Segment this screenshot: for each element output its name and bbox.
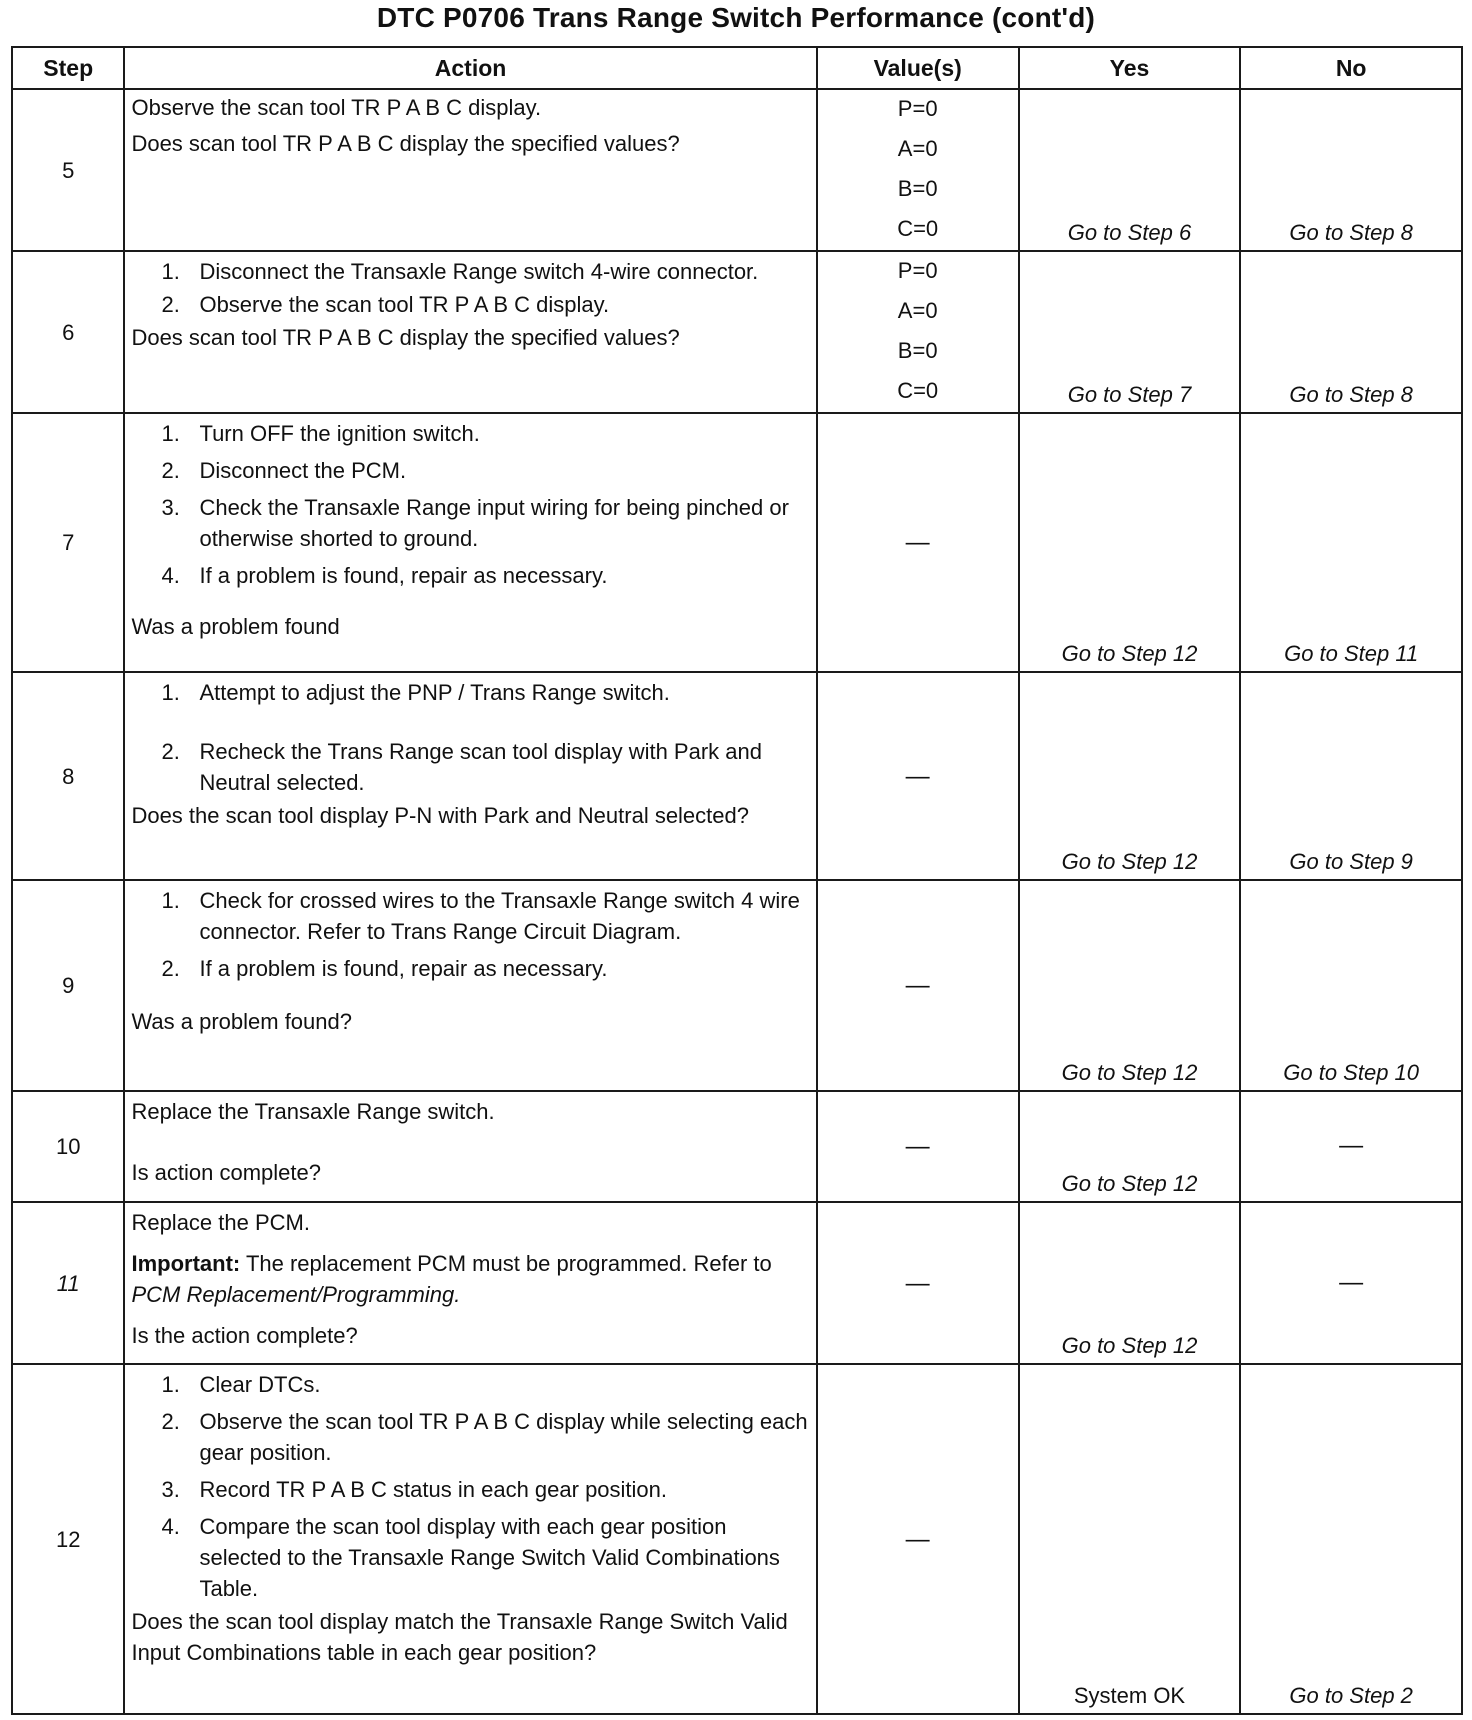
action-step-item: 1. Turn OFF the ignition switch. <box>161 421 480 446</box>
action-cell <box>124 413 816 672</box>
action-cell <box>124 1202 816 1364</box>
values-cell <box>817 1091 1019 1202</box>
values-cell <box>817 1364 1019 1714</box>
table-row-step-5 <box>12 89 1462 251</box>
important-label: Important: <box>131 1251 241 1276</box>
action-question: Is action complete? <box>131 1160 321 1185</box>
step-number: 9 <box>12 880 124 1091</box>
no-cell: Go to Step 9 <box>1240 672 1462 880</box>
value-dash: — <box>905 762 930 790</box>
no-cell: Go to Step 8 <box>1240 89 1462 251</box>
action-step-item: 1. Clear DTCs. <box>161 1372 321 1397</box>
action-question: Was a problem found? <box>131 1009 352 1034</box>
values-cell <box>817 413 1019 672</box>
action-question: Does scan tool TR P A B C display the specified values? <box>131 131 680 156</box>
yes-cell: Go to Step 12 <box>1019 672 1241 880</box>
action-step-item: 3. Check the Transaxle Range input wiring for being pinched or otherwise shorted to ground. <box>161 495 789 551</box>
action-step-item: 1. Attempt to adjust the PNP / Trans Range switch. <box>161 680 670 705</box>
action-step-item: 4. Compare the scan tool display with each gear position selected to the Transaxle Range Switch Valid Combinations Table. <box>161 1514 780 1601</box>
action-step-item: 3. Record TR P A B C status in each gear position. <box>161 1477 668 1502</box>
value-dash: — <box>905 972 930 999</box>
values-cell <box>817 672 1019 880</box>
action-steps <box>131 418 807 591</box>
value-item: A=0 <box>897 136 938 161</box>
step-number: 8 <box>12 672 124 880</box>
action-step-item: 2. Observe the scan tool TR P A B C display. <box>161 292 610 317</box>
step-number: 12 <box>12 1364 124 1714</box>
no-dash: — <box>1339 1132 1364 1159</box>
table-row-step-6 <box>12 251 1462 413</box>
table-row-step-12 <box>12 1364 1462 1714</box>
action-steps <box>131 1369 807 1604</box>
value-dash: — <box>905 1525 930 1553</box>
values-cell <box>817 89 1019 251</box>
action-cell <box>124 672 816 880</box>
action-question: Does the scan tool display match the Transaxle Range Switch Valid Input Combinations table in each gear position? <box>131 1609 788 1665</box>
no-dash: — <box>1339 1268 1364 1296</box>
no-cell <box>1240 1202 1462 1364</box>
action-cell <box>124 1091 816 1202</box>
table-row-step-11 <box>12 1202 1462 1364</box>
action-step-item: 1. Disconnect the Transaxle Range switch 4-wire connector. <box>161 259 759 284</box>
refer-link: PCM Replacement/Programming. <box>131 1282 461 1307</box>
no-cell: Go to Step 2 <box>1240 1364 1462 1714</box>
table-row-step-7 <box>12 413 1462 672</box>
action-step-item: 2. Observe the scan tool TR P A B C display while selecting each gear position. <box>161 1409 808 1465</box>
page-title: DTC P0706 Trans Range Switch Performance (cont'd) <box>376 2 1096 33</box>
value-item: P=0 <box>897 96 938 121</box>
action-step-item: 1. Check for crossed wires to the Transaxle Range switch 4 wire connector. Refer to Trans Range Circuit Diagram. <box>161 888 800 944</box>
action-steps <box>131 885 807 984</box>
header-step: Step <box>12 47 124 89</box>
yes-cell: Go to Step 6 <box>1019 89 1241 251</box>
table-row-step-10 <box>12 1091 1462 1202</box>
value-dash: — <box>905 1269 930 1297</box>
table-row-step-9 <box>12 880 1462 1091</box>
yes-cell: Go to Step 12 <box>1019 1202 1241 1364</box>
important-text: The replacement PCM must be programmed. <box>245 1251 688 1276</box>
yes-cell: Go to Step 12 <box>1019 1091 1241 1202</box>
value-item: A=0 <box>897 298 938 323</box>
no-cell: Go to Step 10 <box>1240 880 1462 1091</box>
no-cell: Go to Step 11 <box>1240 413 1462 672</box>
action-cell <box>124 880 816 1091</box>
step-number: 11 <box>12 1202 124 1364</box>
action-question: Does scan tool TR P A B C display the specified values? <box>131 325 680 350</box>
yes-cell: Go to Step 12 <box>1019 413 1241 672</box>
value-item: C=0 <box>897 378 939 403</box>
step-number: 6 <box>12 251 124 413</box>
action-steps <box>131 256 807 320</box>
header-yes: Yes <box>1019 47 1241 89</box>
action-question: Does the scan tool display P-N with Park and Neutral selected? <box>131 803 749 828</box>
no-cell <box>1240 1091 1462 1202</box>
action-step-item: 2. Disconnect the PCM. <box>161 458 407 483</box>
step-number: 10 <box>12 1091 124 1202</box>
action-steps <box>131 677 807 798</box>
action-cell <box>124 89 816 251</box>
action-intro: Replace the Transaxle Range switch. <box>131 1099 495 1124</box>
action-cell <box>124 251 816 413</box>
action-intro: Observe the scan tool TR P A B C display. <box>131 95 542 120</box>
value-item: B=0 <box>897 176 938 201</box>
action-cell <box>124 1364 816 1714</box>
no-cell: Go to Step 8 <box>1240 251 1462 413</box>
table-header-row <box>12 47 1462 89</box>
value-dash: — <box>905 529 930 556</box>
refer-text: Refer to <box>693 1251 772 1276</box>
action-step-item: 2. Recheck the Trans Range scan tool display with Park and Neutral selected. <box>161 739 762 795</box>
action-step-item: 4. If a problem is found, repair as necessary. <box>161 563 608 588</box>
action-question: Was a problem found <box>131 614 340 639</box>
header-action: Action <box>124 47 816 89</box>
values-cell <box>817 880 1019 1091</box>
value-item: B=0 <box>897 338 938 363</box>
diagnostic-table <box>11 46 1463 1715</box>
value-item: C=0 <box>897 216 939 241</box>
value-dash: — <box>905 1133 930 1160</box>
yes-cell: System OK <box>1019 1364 1241 1714</box>
values-cell <box>817 251 1019 413</box>
action-question: Is the action complete? <box>131 1323 358 1348</box>
step-number: 7 <box>12 413 124 672</box>
value-item: P=0 <box>897 258 938 283</box>
step-number: 5 <box>12 89 124 251</box>
yes-cell: Go to Step 7 <box>1019 251 1241 413</box>
table-row-step-8 <box>12 672 1462 880</box>
header-no: No <box>1240 47 1462 89</box>
yes-cell: Go to Step 12 <box>1019 880 1241 1091</box>
header-values: Value(s) <box>817 47 1019 89</box>
action-step-item: 2. If a problem is found, repair as necessary. <box>161 956 608 981</box>
action-intro: Replace the PCM. <box>131 1210 310 1235</box>
values-cell <box>817 1202 1019 1364</box>
important-note <box>131 1248 807 1310</box>
